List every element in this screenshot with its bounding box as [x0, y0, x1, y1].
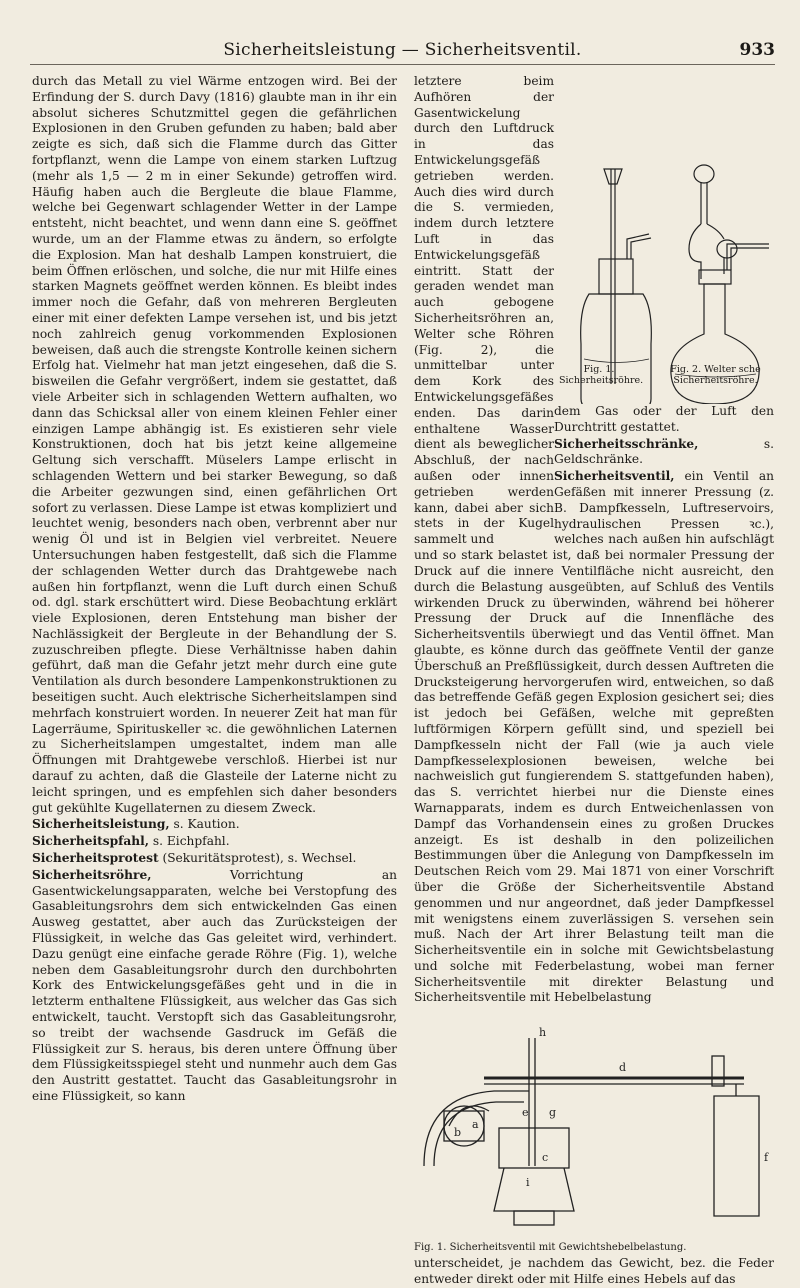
- flask-1: [581, 294, 652, 404]
- paragraph-after-figure: unterscheidet, je nachdem das Gewicht, bez. die Feder entweder direkt oder mit Hilfe eines Hebels auf das: [414, 1256, 774, 1287]
- figure-1-caption: Fig. 1. Sicherheitsröhre.: [559, 364, 644, 386]
- entry-sicherheitsventil: [414, 469, 774, 1006]
- flask-2: [671, 284, 759, 404]
- label-b: b: [454, 1126, 462, 1140]
- right-column: [414, 74, 774, 1288]
- label-c: c: [542, 1151, 549, 1165]
- cork-1: [599, 259, 633, 294]
- valve-body: [499, 1128, 569, 1168]
- weight: [714, 1096, 759, 1216]
- paragraph-sicherheitslampe-continued: durch das Metall zu viel Wärme entzogen wird. Bei der Erfindung der S. durch Davy (1816) glaubte man in ihr ein absolut sicheres Schutzmittel gegen die gefährlichen Explosionen in den Gruben gefunden zu haben; bald aber zeigte es sich, daß sich die Flamme durch das Gitter fortpflanzt, wenn die Lampe von einem starken Luftzug (mehr als 1,5 — 2 m in einer Sekunde) getroffen wird. Häufig haben auch die Bergleute die blaue Flamme, welche bei Gegenwart schlagender Wetter in der Lampe entsteht, nicht beachtet, und wenn dann eine S. geöffnet wurde, um an der Flamme etwas zu ändern, so erfolgte die Explosion. Man hat deshalb Lampen konstruiert, die beim Öffnen erlöschen, und solche, die nur mit Hilfe eines starken Magnets geöffnet werden können. Es bleibt indes immer noch die Gefahr, daß von mehreren Bergleuten einer mit einer defekten Lampe versehen ist, und bis jetzt noch zahlreich genug vorkommenden Explosionen beweisen, daß auch die strengste Kontrolle keinen sichern Erfolg hat. Vielmehr hat man jetzt eingesehen, daß die S. bisweilen die Gefahr vergrößert, indem sie gestattet, daß viele Arbeiter sich in schlagenden Wettern aufhalten, wo dann das Schicksal aller von einem kleinen Fehler einer einzigen Lampe abhängig ist. Es existieren sehr viele Konstruktionen, doch hat bis jetzt keine allgemeine Geltung sich verschafft. Müselers Lampe erlischt in schlagenden Wettern und bei starker Bewegung, so daß die Arbeiter gezwungen sind, einen gefährlichen Ort sofort zu verlassen. Diese Lampe ist etwas kompliziert und leuchtet wenig, besonders nach oben, verbrennt aber nur wenig Öl und ist in Belgien viel verbreitet. Neuere Untersuchungen haben festgestellt, daß sich die Flamme der schlagenden Wetter durch das Drahtgewebe nach außen hin fortpflanzt, wenn die Luft durch einen Schuß od. dgl. stark erschüttert wird. Diese Beobachtung erklärt viele Explosionen, deren Entstehung man bisher der Nachlässigkeit der Bergleute in der Behandlung der S. zuzuschreiben pflegte. Diese Verhältnisse haben dahin geführt, daß man die Gefahr jetzt mehr durch eine gute Ventilation als durch besondere Lampenkonstruktionen zu beseitigen sucht. Auch elektrische Sicherheitslampen sind mehrfach konstruiert worden. In neuerer Zeit hat man für Lagerräume, Spirituskeller ꝛc. die gewöhnlichen Laternen zu Sicherheitslampen umgestaltet, indem man alle Öffnungen mit Drahtgewebe verschloß. Hierbei ist nur darauf zu achten, daß die Glasteile der Laterne nicht zu leicht springen, und es empfehlen sich daher besonders gut gekühlte Kugellaternen zu diesem Zweck.: [32, 74, 397, 815]
- label-h: h: [539, 1026, 547, 1040]
- page-header: [30, 40, 775, 65]
- valve-illustration: [414, 1016, 774, 1231]
- headword: Sicherheitsprotest: [32, 851, 159, 866]
- left-column: [32, 74, 397, 1105]
- glassware-illustration: [559, 74, 774, 404]
- paragraph-beside-figure: letztere beim Aufhören der Gasentwickelung durch den Luftdruck in das Entwickelungsgefäß getrieben werden. Auch dies wird durch die S. vermieden, indem durch letztere Luft in das Entwickelungsgefäß eintritt. Statt der geraden wendet man auch gebogene Sicherheitsröhren an, Welter sche Röhren (Fig. 2), die unmittelbar unter dem Kork des Entwickelungsgefäßes enden. Das darin enthaltene Wasser dient als beweglicher Abschluß, der nach außen oder innen getrieben werden kann, dabei aber sich stets in der Kugel sammelt und: [414, 74, 554, 547]
- label-a: a: [472, 1118, 479, 1132]
- figure-2-caption: Fig. 2. Welter sche Sicherheitsröhre.: [670, 364, 761, 386]
- entry-sicherheitsroehre: [32, 868, 397, 1105]
- headword: Sicherheitspfahl,: [32, 834, 150, 849]
- entry-text: s. Geldschränke.: [554, 436, 774, 467]
- entry-text: s. Eichpfahl.: [149, 834, 230, 849]
- label-i: i: [526, 1176, 530, 1190]
- headword: Sicherheitsschränke,: [554, 436, 699, 451]
- headword: Sicherheitsröhre,: [32, 867, 152, 882]
- entry-text: Vorrichtung an Gasentwickelungsapparaten, welche bei Verstopfung des Gasableitungsrohrs dem sich entwickelnden Gas einen Ausweg gestattet, aber auch das Zurücksteigen der Flüssigkeit, in welche das Gas geleitet wird, verhindert. Dazu genügt eine einfache gerade Röhre (Fig. 1), welche neben dem Gasableitungsrohr durch den durchbohrten Kork des Entwickelungsgefäßes geht und in die in letzterm enthaltene Flüssigkeit, aus welcher das Gas sich entwickelt, taucht. Verstopft sich das Gasableitungsrohr, so treibt der wachsende Gasdruck im Gefäß die Flüssigkeit zur S. heraus, bis deren untere Öffnung über dem Flüssigkeitsspiegel steht und nunmehr auch dem Gas den Austritt gestattet. Taucht das Gasableitungsrohr in eine Flüssigkeit, so kann: [32, 867, 397, 1103]
- label-d: d: [619, 1061, 627, 1075]
- figure-3-caption: Fig. 1. Sicherheitsventil mit Gewichtshebelbelastung.: [414, 1242, 687, 1254]
- running-title: Sicherheitsleistung — Sicherheitsventil.: [223, 40, 582, 60]
- figure-sicherheitsventil: [414, 1016, 774, 1256]
- entry-sicherheitsleistung: [32, 817, 397, 833]
- headword: Sicherheitsleistung,: [32, 817, 170, 832]
- label-e: e: [522, 1106, 529, 1120]
- entry-sicherheitspfahl: [32, 834, 397, 850]
- page-number: 933: [739, 40, 775, 60]
- headword: Sicherheitsventil,: [554, 469, 675, 484]
- label-f: f: [764, 1151, 769, 1165]
- paragraph-continued: dem Gas oder der Luft den Durchtritt gestattet.: [554, 404, 774, 434]
- entry-text: ein Ventil an Gefäßen mit innerer Pressung (z. B. Dampfkesseln, Luftreservoirs, hydraulischen Pressen ꝛc.), welches nach außen hin aufschlägt und so stark belastet ist, daß bei normaler Pressung der Druck auf die innere Ventilfläche nicht ausreicht, den durch die Belastung ausgeübten, auf Schluß des Ventils wirkenden Druck zu überwinden, während bei höherer Pressung der Druck auf die Innenfläche des Sicherheitsventils überwiegt und das Ventil öffnet. Man glaubte, es könne durch das geöffnete Ventil der ganze Überschuß an Preßflüssigkeit, durch dessen Auftreten die Drucksteigerung hervorgerufen wird, entweichen, so daß das betreffende Gefäß gegen Explosion gesichert sei; dies ist jedoch bei Gefäßen, welche mit gepreßten luftförmigen Körpern gefüllt sind, und speziell bei Dampfkesseln nicht der Fall (wie ja auch viele Dampfkesselexplosionen beweisen, welche bei nachweislich gut fungierendem S. stattgefunden haben), das S. verrichtet hierbei nur die Dienste eines Warnapparats, indem es durch Entweichenlassen von Dampf das Vorhandensein eines zu großen Druckes anzeigt. Es ist deshalb in den polizeilichen Bestimmungen über die Anlegung von Dampfkesseln im Deutschen Reich vom 29. Mai 1871 von einer Vorschrift über die Größe der Sicherheitsventile Abstand genommen und nur angeordnet, daß jeder Dampfkessel mit wenigstens einem zuverlässigen S. versehen sein muß. Nach der Art ihrer Belastung teilt man die Sicherheitsventile ein in solche mit Gewichtsbelastung und solche mit Federbelastung, wobei man ferner Sicherheitsventile mit direkter Belastung und Sicherheitsventile mit Hebelbelastung: [414, 469, 774, 1005]
- entry-text: s. Kaution.: [169, 817, 240, 832]
- entry-text: (Sekuritätsprotest), s. Wechsel.: [158, 851, 357, 866]
- entry-sicherheitsprotest: [32, 851, 397, 867]
- label-g: g: [549, 1106, 557, 1120]
- figure-sicherheitsroehren: [559, 74, 774, 404]
